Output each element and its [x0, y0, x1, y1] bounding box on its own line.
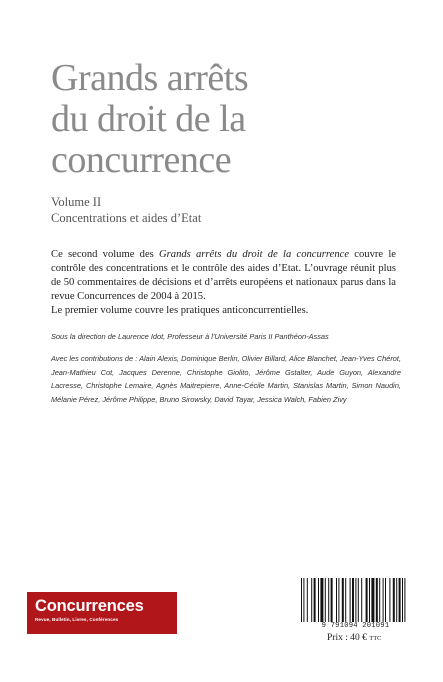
title-line-1: Grands arrêts [51, 57, 249, 99]
book-title [51, 58, 248, 181]
publisher-logo [27, 592, 177, 634]
price-label [327, 633, 382, 643]
volume-block [51, 194, 201, 226]
logo-tagline: Revue, Bulletin, Livres, Conférences [35, 617, 119, 622]
volume-label: Volume II [51, 195, 102, 209]
direction-credit: Sous la direction de Laurence Idot, Professeur à l’Université Paris II Panthéon-Assas [51, 332, 329, 341]
description-lead: Ce second volume des [51, 249, 159, 260]
barcode-block [297, 578, 414, 631]
description-paragraph [51, 248, 396, 304]
price-value: Prix : 40 € [327, 633, 367, 643]
description-second: Le premier volume couvre les pratiques anticoncurrentielles. [51, 305, 309, 316]
barcode-number: 9 791094 201091 [321, 622, 390, 630]
title-line-3: concurrence [51, 139, 232, 181]
logo-name: Concurrences [35, 597, 144, 615]
description [51, 248, 396, 318]
title-line-2: du droit de la [51, 98, 246, 140]
description-book-title: Grands arrêts du droit de la concurrence [159, 249, 350, 260]
barcode-image [297, 578, 414, 622]
contributors-list: Avec les contributions de : Alain Alexis, Dominique Berlin, Olivier Billard, Alice Blanchet, Jean-Yves Chérot, Jean-Mathieu Cot, Jacques Derenne, Christophe Giolito, Jérôme Gstalter, Aude Guyon, Alexandre Lacresse, Christophe Lemaire, Agnès Maitrepierre, Anne-Cécile Martin, Stanislas Martin, Simon Naudin, Mélanie Pérez, Jérôme Philippe, Bruno Sirowsky, David Tayar, Jessica Walch, Fabien Zivy [51, 354, 401, 404]
volume-subtitle: Concentrations et aides d’Etat [51, 211, 202, 225]
price-suffix: TTC [369, 635, 382, 642]
description-rest: couvre le contrôle des concentrations et le contrôle des aides d’Etat. L’ouvrage réunit plus de 50 commentaires de décisions et d’arrêts européens et nationaux parus dans la revue Concurrences de 2004 à 2015. [51, 249, 396, 302]
